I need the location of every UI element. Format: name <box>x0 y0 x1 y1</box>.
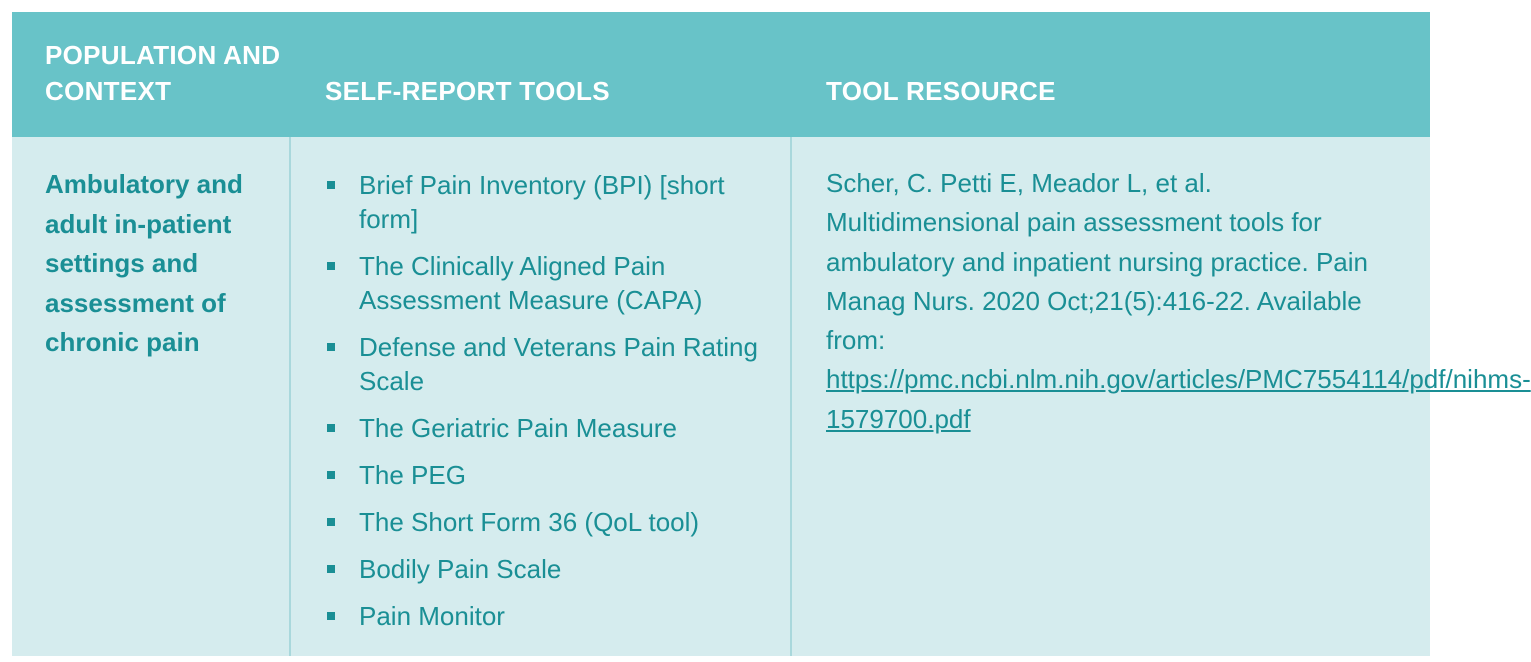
tool-label: Bodily Pain Scale <box>359 554 562 584</box>
tool-label: The Clinically Aligned Pain Assessment Measure (CAPA) <box>359 251 703 315</box>
population-text: Ambulatory and adult in-patient settings and assessment of chronic pain <box>45 169 243 357</box>
bullet-icon <box>327 262 335 270</box>
tools-list <box>325 168 785 646</box>
bullet-icon <box>327 518 335 526</box>
tools-cell <box>291 137 790 656</box>
tool-label: The Short Form 36 (QoL tool) <box>359 507 700 537</box>
header-tools-label: SELF-REPORT TOOLS <box>325 76 610 106</box>
list-item <box>325 599 785 633</box>
bullet-icon <box>327 181 335 189</box>
list-item <box>325 458 785 492</box>
header-resource-label: TOOL RESOURCE <box>826 76 1056 106</box>
tool-label: The PEG <box>359 460 466 490</box>
list-item <box>325 552 785 586</box>
header-population <box>12 12 289 137</box>
header-resource <box>792 12 1430 137</box>
resource-citation <box>826 164 1531 439</box>
citation-text: Scher, C. Petti E, Meador L, et al. Multidimensional pain assessment tools for ambulatory and inpatient nursing practice. Pain Manag Nurs. 2020 Oct;21(5):416-22. Available from: <box>826 168 1368 356</box>
resource-link[interactable]: https://pmc.ncbi.nlm.nih.gov/articles/PMC7554114/pdf/nihms-1579700.pdf <box>826 364 1531 434</box>
header-tools <box>291 12 790 137</box>
bullet-icon <box>327 471 335 479</box>
bullet-icon <box>327 565 335 573</box>
population-cell <box>12 137 289 656</box>
bullet-icon <box>327 343 335 351</box>
list-item <box>325 168 785 236</box>
tool-label: The Geriatric Pain Measure <box>359 413 677 443</box>
bullet-icon <box>327 612 335 620</box>
tool-label: Pain Monitor <box>359 601 505 631</box>
list-item <box>325 505 785 539</box>
bullet-icon <box>327 424 335 432</box>
resource-cell <box>792 137 1531 656</box>
tool-label: Brief Pain Inventory (BPI) [short form] <box>359 170 725 234</box>
list-item <box>325 411 785 445</box>
header-population-label: POPULATION AND CONTEXT <box>45 40 281 106</box>
list-item <box>325 249 785 317</box>
tool-label: Defense and Veterans Pain Rating Scale <box>359 332 758 396</box>
pain-assessment-table <box>12 12 1531 656</box>
list-item <box>325 330 785 398</box>
